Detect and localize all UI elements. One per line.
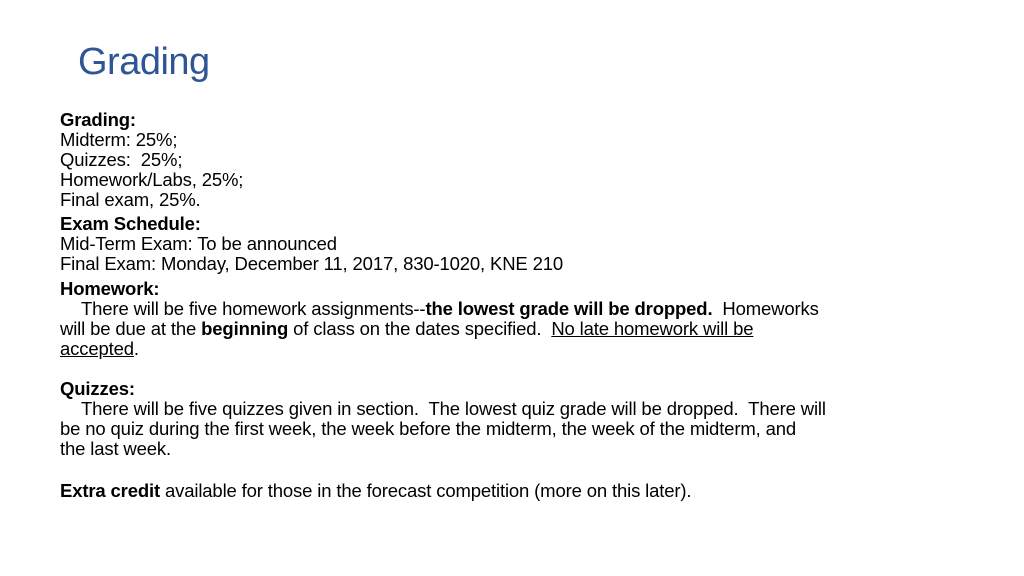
homework-text-1: There will be five homework assignments-- bbox=[81, 298, 426, 319]
slide-body bbox=[60, 110, 970, 501]
homework-text-3: will be due at the bbox=[60, 318, 202, 339]
grading-item-homework: Homework/Labs, 25%; bbox=[60, 169, 244, 190]
homework-dropped-emphasis: the lowest grade will be dropped. bbox=[425, 298, 713, 319]
homework-section bbox=[60, 279, 970, 359]
grading-item-quizzes: Quizzes: 25%; bbox=[60, 149, 183, 170]
quizzes-text-1: There will be five quizzes given in section. The lowest quiz grade will be dropped. There will bbox=[81, 398, 826, 419]
homework-line-3 bbox=[60, 339, 970, 359]
grading-section bbox=[60, 110, 970, 210]
exam-schedule-heading: Exam Schedule: bbox=[60, 213, 201, 234]
quizzes-section bbox=[60, 379, 970, 459]
quizzes-line-3: the last week. bbox=[60, 438, 172, 459]
quizzes-line-1 bbox=[60, 399, 970, 419]
homework-late-policy: No late homework will be bbox=[551, 318, 754, 339]
grading-heading: Grading: bbox=[60, 109, 136, 130]
homework-heading: Homework: bbox=[60, 278, 160, 299]
extra-credit-section bbox=[60, 481, 970, 501]
homework-line-1 bbox=[60, 299, 970, 319]
exam-midterm: Mid-Term Exam: To be announced bbox=[60, 233, 337, 254]
grading-item-final: Final exam, 25%. bbox=[60, 189, 201, 210]
slide-title: Grading bbox=[78, 41, 210, 83]
homework-text-4: of class on the dates specified. bbox=[288, 318, 552, 339]
homework-text-2: Homeworks bbox=[712, 298, 819, 319]
grading-item-midterm: Midterm: 25%; bbox=[60, 129, 178, 150]
homework-late-policy-end: accepted bbox=[60, 338, 134, 359]
homework-period: . bbox=[133, 338, 139, 359]
extra-credit-line bbox=[60, 481, 970, 501]
extra-credit-text: available for those in the forecast competition (more on this later). bbox=[160, 480, 692, 501]
quizzes-line-2: be no quiz during the first week, the week before the midterm, the week of the midterm, and bbox=[60, 418, 796, 439]
homework-line-2 bbox=[60, 319, 970, 339]
homework-beginning-emphasis: beginning bbox=[201, 318, 289, 339]
quizzes-heading: Quizzes: bbox=[60, 378, 135, 399]
extra-credit-heading: Extra credit bbox=[60, 480, 160, 501]
exam-schedule-section bbox=[60, 214, 970, 274]
exam-final: Final Exam: Monday, December 11, 2017, 830-1020, KNE 210 bbox=[60, 253, 564, 274]
